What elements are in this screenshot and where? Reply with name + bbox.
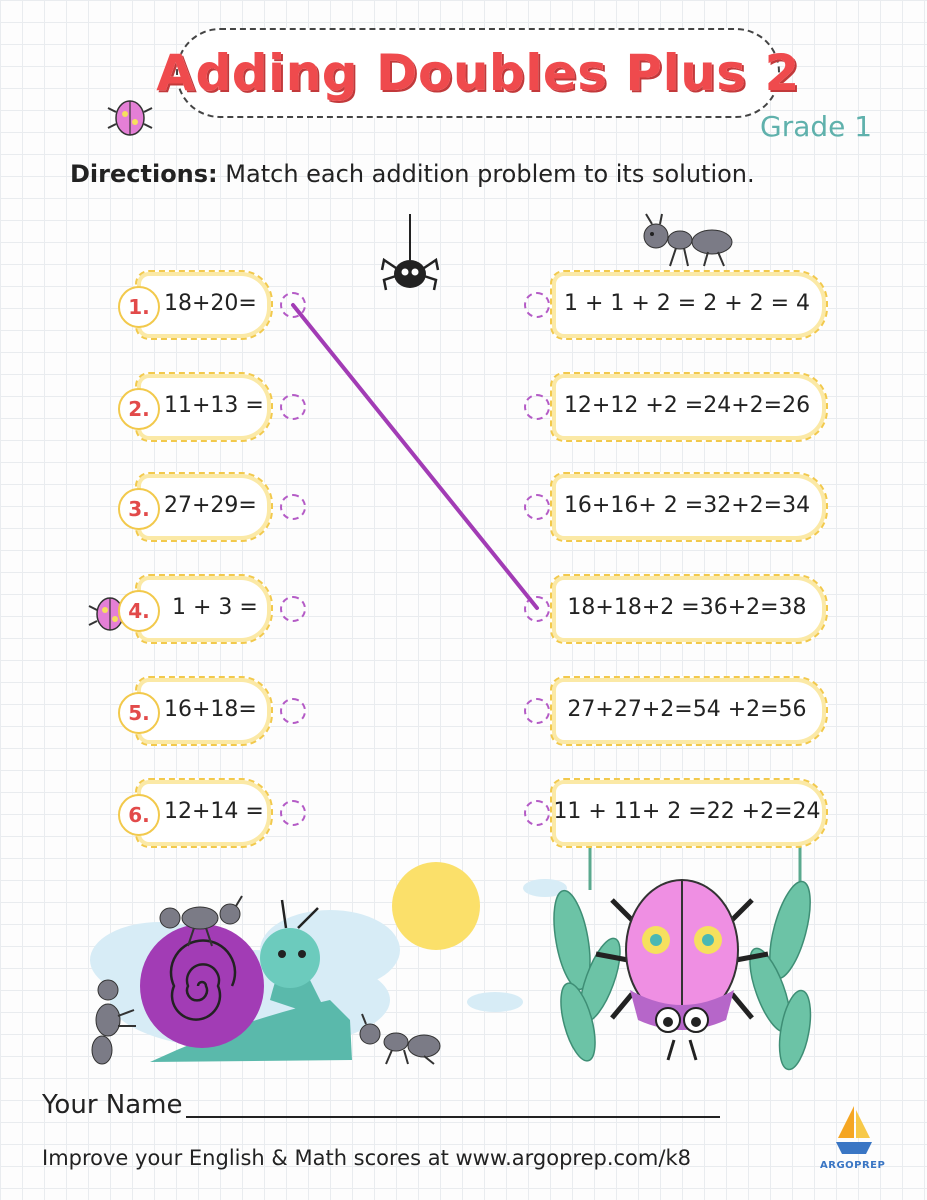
problem-number: 4. (118, 590, 160, 632)
sailboat-logo-icon (832, 1104, 876, 1158)
problem-number: 6. (118, 794, 160, 836)
solution-expression: 11 + 11+ 2 =22 +2=24 (553, 798, 821, 824)
directions-text: Match each addition problem to its solution. (225, 160, 755, 188)
footer-text: Improve your English & Math scores at www.argoprep.com/k8 (42, 1146, 691, 1170)
problem-expression: 11+13 = (164, 392, 264, 418)
problem-expression: 1 + 3 = (172, 594, 258, 620)
solution-match-dot-1[interactable] (524, 292, 550, 318)
solution-match-dot-3[interactable] (524, 494, 550, 520)
solution-match-dot-2[interactable] (524, 394, 550, 420)
problem-match-dot-3[interactable] (280, 494, 306, 520)
problem-expression: 27+29= (164, 492, 257, 518)
ant-icon (644, 214, 732, 266)
problem-number: 3. (118, 488, 160, 530)
spider-icon (382, 214, 438, 290)
problem-number: 5. (118, 692, 160, 734)
solution-match-dot-4[interactable] (524, 596, 550, 622)
sun-icon (392, 862, 480, 950)
name-input-line[interactable] (186, 1116, 720, 1118)
problem-number: 2. (118, 388, 160, 430)
solution-match-dot-6[interactable] (524, 800, 550, 826)
solution-match-dot-5[interactable] (524, 698, 550, 724)
solution-expression: 12+12 +2 =24+2=26 (563, 392, 811, 418)
problem-match-dot-1[interactable] (280, 292, 306, 318)
beetle-icon (108, 101, 152, 135)
beetle-icon (596, 880, 768, 1060)
problem-match-dot-4[interactable] (280, 596, 306, 622)
solution-expression: 1 + 1 + 2 = 2 + 2 = 4 (563, 290, 811, 316)
problem-expression: 18+20= (164, 290, 257, 316)
solution-expression: 18+18+2 =36+2=38 (567, 594, 807, 620)
problem-number: 1. (118, 286, 160, 328)
directions-label: Directions: (70, 160, 218, 188)
problem-match-dot-5[interactable] (280, 698, 306, 724)
problem-match-dot-6[interactable] (280, 800, 306, 826)
page-title: Adding Doubles Plus 2 (156, 44, 800, 102)
problem-expression: 16+18= (164, 696, 257, 722)
solution-expression: 27+27+2=54 +2=56 (567, 696, 807, 722)
problem-match-dot-2[interactable] (280, 394, 306, 420)
logo-text: ARGOPREP (820, 1160, 886, 1171)
name-label: Your Name (42, 1090, 183, 1120)
solution-expression: 16+16+ 2 =32+2=34 (563, 492, 811, 518)
problem-expression: 12+14 = (164, 798, 264, 824)
grade-label: Grade 1 (760, 110, 873, 143)
